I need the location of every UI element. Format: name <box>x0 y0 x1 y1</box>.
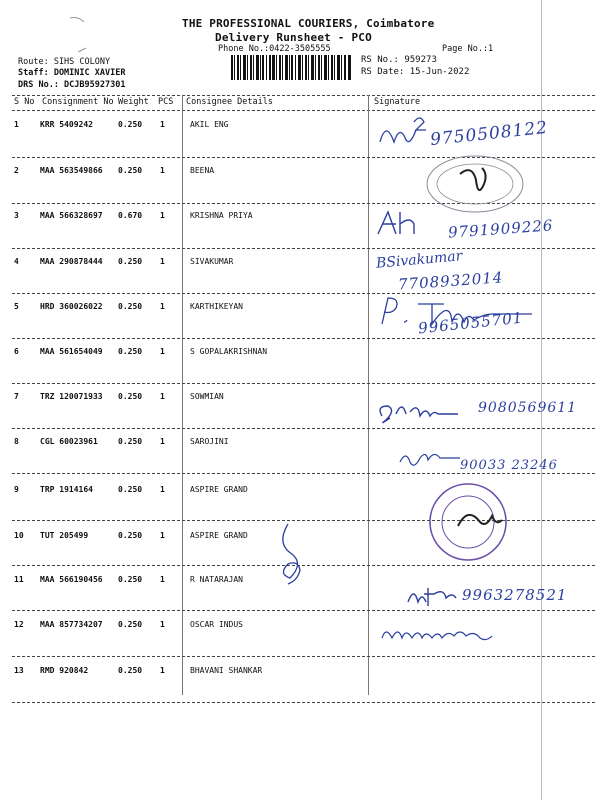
table-header-rule <box>12 110 595 111</box>
row-sno: 10 <box>14 531 24 540</box>
row-consignment: MAA 561654049 <box>40 347 103 356</box>
row-sno: 3 <box>14 211 19 220</box>
row-weight: 0.250 <box>118 302 143 311</box>
row-consignee: R NATARAJAN <box>190 575 243 584</box>
row-sno: 9 <box>14 485 19 494</box>
company-title: THE PROFESSIONAL COURIERS, Coimbatore <box>182 17 435 30</box>
row-sno: 5 <box>14 302 19 311</box>
row-consignee: ASPIRE GRAND <box>190 531 248 540</box>
signature-scribble-12 <box>376 620 506 650</box>
row-sno: 11 <box>14 575 24 584</box>
barcode-image <box>231 55 351 80</box>
row-pcs: 1 <box>160 211 165 220</box>
row-consignee: KRISHNA PRIYA <box>190 211 253 220</box>
col-header-consignment: Consignment No <box>42 97 114 107</box>
row-consignee: BHAVANI SHANKAR <box>190 666 263 675</box>
row-separator <box>12 473 595 474</box>
row-separator <box>12 702 595 703</box>
row-separator <box>12 338 595 339</box>
row-sno: 8 <box>14 437 19 446</box>
row-consignee: SOWMIAN <box>190 392 224 401</box>
row-weight: 0.250 <box>118 120 143 129</box>
signature-scribble-10 <box>268 520 318 592</box>
row-weight: 0.250 <box>118 392 143 401</box>
row-separator <box>12 383 595 384</box>
row-sno: 4 <box>14 257 19 266</box>
signature-name-4: BSivakumar <box>375 248 463 272</box>
column-divider-signature <box>368 95 369 695</box>
row-sno: 6 <box>14 347 19 356</box>
drs-number: DRS No.: DCJB95927301 <box>18 80 126 90</box>
row-weight: 0.250 <box>118 531 143 540</box>
row-consignee: OSCAR INDUS <box>190 620 243 629</box>
runsheet-title: Delivery Runsheet - PCO <box>215 31 372 44</box>
row-consignment: MAA 563549866 <box>40 166 103 175</box>
column-divider-consignee <box>182 95 183 695</box>
row-pcs: 1 <box>160 392 165 401</box>
rs-date: RS Date: 15-Jun-2022 <box>361 67 470 77</box>
row-consignee: ASPIRE GRAND <box>190 485 248 494</box>
signature-scribble-8 <box>394 446 464 474</box>
row-pcs: 1 <box>160 485 165 494</box>
phone-number: Phone No.:0422-3505555 <box>218 44 331 54</box>
row-consignee: SIVAKUMAR <box>190 257 234 266</box>
signature-scribble-7 <box>372 396 482 430</box>
row-weight: 0.670 <box>118 211 143 220</box>
row-consignment: KRR 5409242 <box>40 120 93 129</box>
courier-stamp-icon <box>420 152 530 222</box>
row-separator <box>12 610 595 611</box>
aspire-stamp-icon <box>420 478 520 570</box>
row-weight: 0.250 <box>118 166 143 175</box>
row-consignee: KARTHIKEYAN <box>190 302 243 311</box>
row-weight: 0.250 <box>118 620 143 629</box>
row-separator <box>12 656 595 657</box>
signature-phone-1: 9750508122 <box>429 117 549 151</box>
row-pcs: 1 <box>160 257 165 266</box>
signature-scribble-3 <box>372 206 432 242</box>
row-weight: 0.250 <box>118 666 143 675</box>
row-weight: 0.250 <box>118 437 143 446</box>
row-consignee: S GOPALAKRISHNAN <box>190 347 268 356</box>
col-header-consignee: Consignee Details <box>186 97 273 107</box>
col-header-pcs: PCS <box>158 97 174 107</box>
signature-phone-5: 9965055701 <box>417 308 525 338</box>
row-pcs: 1 <box>160 120 165 129</box>
page-number: Page No.:1 <box>442 44 494 54</box>
row-sno: 2 <box>14 166 19 175</box>
table-top-rule <box>12 95 595 96</box>
row-consignment: MAA 857734207 <box>40 620 103 629</box>
row-sno: 13 <box>14 666 24 675</box>
row-separator <box>12 248 595 249</box>
row-consignee: AKIL ENG <box>190 120 229 129</box>
row-consignment: TRZ 120071933 <box>40 392 103 401</box>
row-consignee: SAROJINI <box>190 437 229 446</box>
row-consignment: MAA 566328697 <box>40 211 103 220</box>
row-consignment: MAA 566190456 <box>40 575 103 584</box>
row-separator <box>12 428 595 429</box>
row-weight: 0.250 <box>118 575 143 584</box>
row-pcs: 1 <box>160 302 165 311</box>
route-label: Route: SIHS COLONY <box>18 57 111 67</box>
row-consignment: CGL 60023961 <box>40 437 98 446</box>
col-header-signature: Signature <box>374 97 421 107</box>
signature-phone-11: 9963278521 <box>462 586 568 604</box>
row-consignee: BEENA <box>190 166 215 175</box>
scan-mark-icon <box>60 14 100 59</box>
signature-phone-4: 7708932014 <box>397 268 504 294</box>
staff-label: Staff: DOMINIC XAVIER <box>18 68 126 78</box>
row-sno: 7 <box>14 392 19 401</box>
row-consignment: RMD 920842 <box>40 666 89 675</box>
row-sno: 12 <box>14 620 24 629</box>
row-pcs: 1 <box>160 531 165 540</box>
row-weight: 0.250 <box>118 485 143 494</box>
col-header-sno: S No <box>14 97 35 107</box>
row-consignment: MAA 290878444 <box>40 257 103 266</box>
row-consignment: TUT 205499 <box>40 531 89 540</box>
row-consignment: TRP 1914164 <box>40 485 93 494</box>
rs-number: RS No.: 959273 <box>361 55 437 65</box>
row-pcs: 1 <box>160 620 165 629</box>
row-consignment: HRD 360026022 <box>40 302 103 311</box>
signature-phone-8: 90033 23246 <box>460 458 558 473</box>
signature-phone-7: 9080569611 <box>478 400 578 416</box>
row-sno: 1 <box>14 120 19 129</box>
row-pcs: 1 <box>160 347 165 356</box>
row-weight: 0.250 <box>118 347 143 356</box>
signature-scribble-11 <box>404 582 464 610</box>
signature-phone-3: 9791909226 <box>447 216 554 242</box>
row-pcs: 1 <box>160 575 165 584</box>
row-pcs: 1 <box>160 437 165 446</box>
row-pcs: 1 <box>160 166 165 175</box>
row-pcs: 1 <box>160 666 165 675</box>
col-header-weight: Weight <box>118 97 149 107</box>
row-weight: 0.250 <box>118 257 143 266</box>
